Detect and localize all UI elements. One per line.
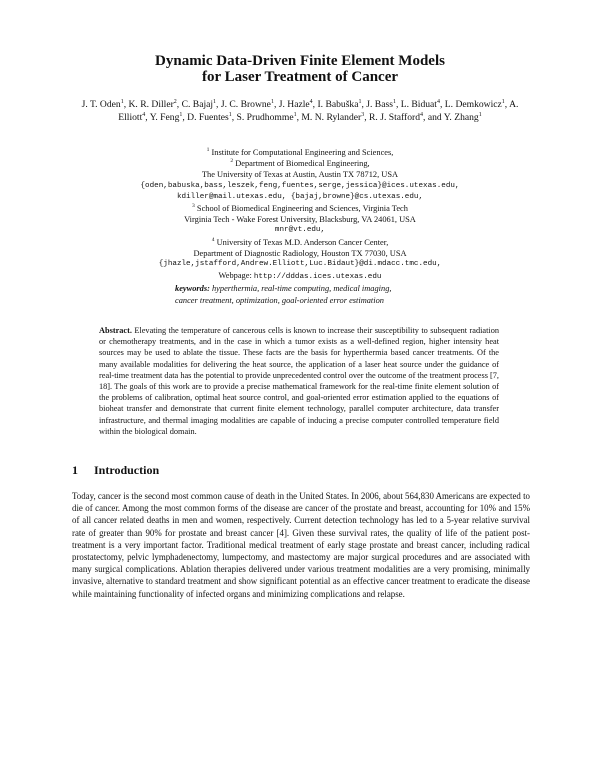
affiliation-1 xyxy=(120,147,480,158)
affiliation-4-department: Department of Diagnostic Radiology, Houston TX 77030, USA xyxy=(193,248,407,258)
section-heading xyxy=(72,463,159,478)
author-name: D. Fuentes xyxy=(187,111,229,123)
author-affiliation-marker: 4 xyxy=(142,111,146,118)
author-name: A. Elliott xyxy=(118,99,519,123)
author-affiliation-marker: 1 xyxy=(392,98,396,105)
affiliation-1-marker: 1 xyxy=(206,147,210,154)
author-affiliation-marker: 3 xyxy=(361,111,365,118)
email-line-2: kdiller@mail.utexas.edu, {bajaj,browne}@cs.utexas.edu, xyxy=(176,192,424,201)
author xyxy=(401,99,440,110)
paper-title-line-2: for Laser Treatment of Cancer xyxy=(201,69,399,85)
email-line-3: mnr@vt.edu, xyxy=(274,226,326,235)
author xyxy=(279,99,313,110)
author xyxy=(317,99,361,110)
author xyxy=(366,99,396,110)
author-affiliation-marker: 1 xyxy=(228,111,232,118)
email-line-4: {jhazle,jstafford,Andrew.Elliott,Luc.Bidaut}@di.mdacc.tmc.edu, xyxy=(158,260,442,269)
author-affiliation-marker: 1 xyxy=(179,111,183,118)
affiliation-2-text: Department of Biomedical Engineering, xyxy=(235,159,370,169)
keywords-text-1: hyperthermia, real-time computing, medical imaging, xyxy=(211,284,392,294)
author xyxy=(369,112,423,123)
keywords-text-2: cancer treatment, optimization, goal-oriented error estimation xyxy=(175,295,384,305)
author-name: J. T. Oden xyxy=(81,99,121,110)
author xyxy=(182,99,216,110)
abstract-label: Abstract. xyxy=(99,326,132,335)
author-name: J. Bass xyxy=(366,99,393,110)
university-address: The University of Texas at Austin, Austin TX 78712, USA xyxy=(201,170,399,180)
author-affiliation-marker: 1 xyxy=(478,111,482,118)
author-name: J. C. Browne xyxy=(220,99,271,110)
author-affiliation-marker: 1 xyxy=(293,111,297,118)
keywords-label: keywords: xyxy=(175,284,210,294)
section-number: 1 xyxy=(72,463,78,477)
author-name: L. Demkowicz xyxy=(444,99,502,110)
section-title: Introduction xyxy=(94,463,160,477)
author-name: R. J. Stafford xyxy=(369,111,421,123)
author-name: I. Babuška xyxy=(317,99,359,110)
affiliation-3 xyxy=(120,203,480,214)
author xyxy=(237,112,297,123)
author-affiliation-marker: 4 xyxy=(309,98,313,105)
author-affiliation-marker: 4 xyxy=(436,98,440,105)
affiliation-3-text: School of Biomedical Engineering and Sciences, Virginia Tech xyxy=(196,204,408,214)
author xyxy=(221,99,274,110)
webpage-link[interactable]: http://dddas.ices.utexas.edu xyxy=(253,273,382,282)
author xyxy=(82,99,124,110)
affiliation-2-marker: 2 xyxy=(230,158,234,165)
author-name: L. Biduat xyxy=(400,99,437,110)
author-affiliation-marker: 1 xyxy=(358,98,362,105)
author xyxy=(445,99,505,110)
affiliation-4 xyxy=(120,237,480,248)
affiliation-4-text: University of Texas M.D. Anderson Cancer Center, xyxy=(216,237,389,247)
virginia-tech-address: Virginia Tech - Wake Forest University, Blacksburg, VA 24061, USA xyxy=(184,215,416,225)
author-affiliation-marker: 4 xyxy=(420,111,424,118)
author-list: J. T. Oden$^1$, K. R. Diller$^2$, C. Bajaj$^1$, J. C. Browne$^1$, J. Hazle$^4$, I. Babuška$^1$, J. Bass$^1$, L. Biduat$^4$, L. Demkowicz$^1$, A. Elliott$^4$, Y. Feng$^1$, D. Fuentes$^1$, S. Prudhomme$^1$, M. N. Rylander$^3$, R. J. Stafford$^4$, and Y. Zhang$^1$ xyxy=(81,98,519,123)
keywords-line-2 xyxy=(120,295,480,306)
author-name: Y. Feng xyxy=(149,111,180,123)
author xyxy=(150,112,183,123)
author-name: C. Bajaj xyxy=(181,99,214,110)
introduction-paragraph: Today, cancer is the second most common cause of death in the United States. In 2006, about 564,830 Americans are expected to die of cancer. Among the most common forms of the disease are cancer of the prostate and breast, accounting for 10% and 15% of all cancer related deaths in men and women, respectively. Current detection technology has led to a 5-year relative survival rate of greater than 90% for prostate and breast cancer [4]. Given these survival rates, the quality of life of the patient post-treatment is a very important factor. Traditional medical treatment of early stage prostate and breast cancer, including radical prostatectomy, pelvic lymphadenectomy, lumpectomy, and mastectomy are major surgical procedures and are associated with many surgical complications. Ablation therapies delivered under various treatment modalities are a very promising, minimally invasive, alternative to standard treatment and show significant potential as an effective cancer treatment to eradicate the disease while maintaining functionality of infected organs and minimizing complications and relapse. xyxy=(72,491,530,599)
abstract xyxy=(99,325,499,437)
author-affiliation-marker: 2 xyxy=(173,98,177,105)
author-name: J. Hazle xyxy=(278,99,310,110)
author xyxy=(301,112,364,123)
webpage-line xyxy=(120,270,480,283)
email-line-1: {oden,babuska,bass,leszek,feng,fuentes,serge,jessica}@ices.utexas.edu, xyxy=(140,181,460,190)
affiliations xyxy=(120,147,480,306)
author-name: K. R. Diller xyxy=(128,99,174,110)
author-affiliation-marker: 1 xyxy=(120,98,124,105)
affiliation-3-marker: 3 xyxy=(192,203,195,210)
affiliation-1-text: Institute for Computational Engineering and Sciences, xyxy=(211,148,394,157)
author xyxy=(128,99,176,110)
author-affiliation-marker: 1 xyxy=(270,98,274,105)
author xyxy=(444,112,482,123)
author-affiliation-marker: 1 xyxy=(213,98,217,105)
abstract-text: Elevating the temperature of cancerous cells is known to increase their susceptibility to subsequent radiation or chemotherapy treatments, and in the case in which a tumor exists as a well-defined region, higher intensity heat sources may be used to ablate the tissue. These facts are the basis for hyperthermia based cancer treatments. Of the many available modalities for delivering the heat source, the application of a laser heat source under the guidance of real-time treatment data has the potential to provide unprecedented control over the outcome of the treatment process [7, 18]. The goals of this work are to provide a precise mathematical framework for the real-time finite element solution of the problems of calibration, optimal heat source control, and goal-oriented error estimation applied to the equations of bioheat transfer and demonstrate that current finite element technology, parallel computer architecture, data transfer infrastructure, and thermal imaging modalities are capable of inducing a precise computer controlled temperature field within the biological domain. xyxy=(99,326,499,436)
keywords-line-1 xyxy=(120,283,480,294)
author-name: M. N. Rylander xyxy=(301,111,362,123)
affiliation-2 xyxy=(120,158,480,169)
author-name: Y. Zhang xyxy=(443,111,479,123)
author-affiliation-marker: 1 xyxy=(501,98,505,105)
webpage-label: Webpage: xyxy=(218,271,252,281)
affiliation-4-marker: 4 xyxy=(211,236,215,243)
author-name: S. Prudhomme xyxy=(236,111,294,123)
author xyxy=(187,112,232,123)
paper-title-line-1: Dynamic Data-Driven Finite Element Models xyxy=(155,53,445,69)
